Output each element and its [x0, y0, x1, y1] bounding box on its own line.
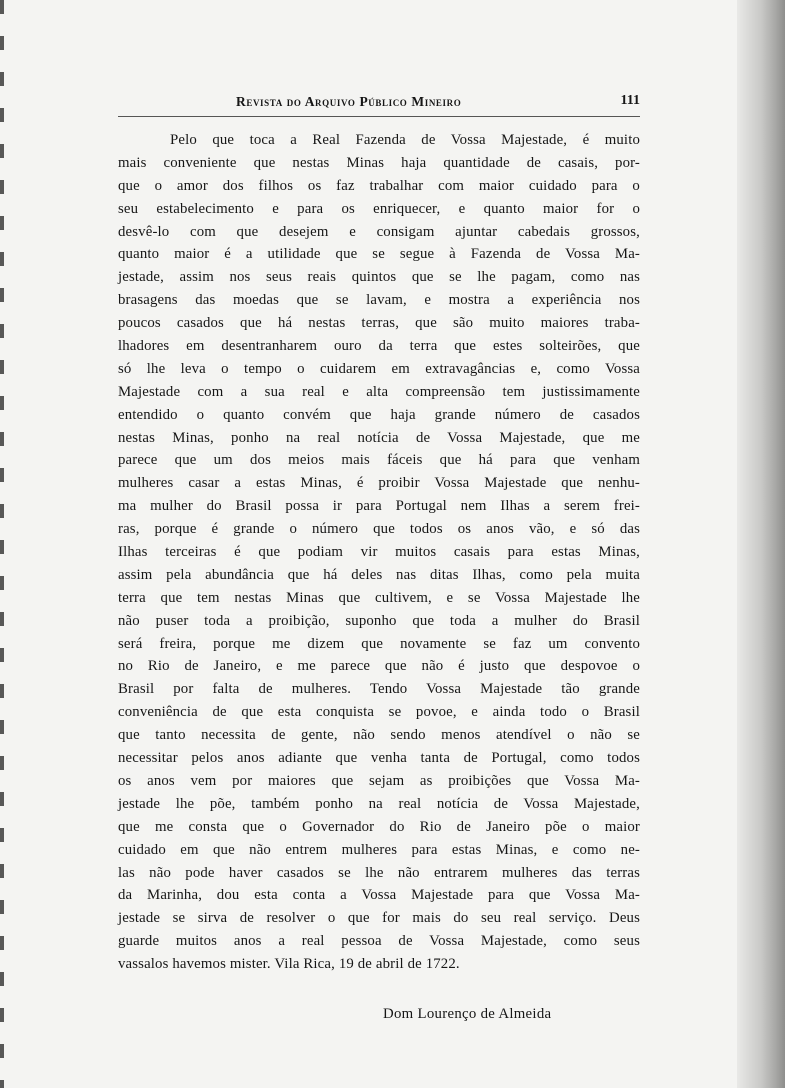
body-line: parece que um dos meios mais fáceis que há para que venham: [118, 452, 640, 469]
page-number: 111: [620, 93, 640, 108]
letter-body: [118, 129, 640, 976]
body-line: entendido o quanto convém que haja grande número de casados: [118, 406, 640, 423]
body-line: quanto maior é a utilidade que se segue à Fazenda de Vossa Ma-: [118, 246, 640, 263]
body-line: desvê-lo com que desejem e consigam ajuntar cabedais grossos,: [118, 223, 640, 240]
body-line: terra que tem nestas Minas que cultivem, e se Vossa Majestade lhe: [118, 589, 640, 606]
body-line: que me consta que o Governador do Rio de Janeiro põe o maior: [118, 818, 640, 835]
body-line: da Marinha, dou esta conta a Vossa Majestade para que Vossa Ma-: [118, 887, 640, 904]
body-line: no Rio de Janeiro, e me parece que não é justo que despovoe o: [118, 658, 640, 675]
body-line: jestade lhe põe, também ponho na real notícia de Vossa Majestade,: [118, 795, 640, 812]
body-line: mais conveniente que nestas Minas haja quantidade de casais, por-: [118, 154, 640, 171]
body-line: Majestade com a sua real e alta compreensão tem justissimamente: [118, 383, 640, 400]
body-line: lhadores em desentranharem ouro da terra que estes solteirões, que: [118, 338, 640, 355]
body-line: las não pode haver casados se lhe não entrarem mulheres das terras: [118, 864, 640, 881]
body-line: que o amor dos filhos os faz trabalhar com maior cuidado para o: [118, 177, 640, 194]
body-line: Brasil por falta de mulheres. Tendo Vossa Majestade tão grande: [118, 681, 640, 698]
body-line: vassalos havemos mister. Vila Rica, 19 de abril de 1722.: [118, 956, 460, 973]
body-line: Pelo que toca a Real Fazenda de Vossa Majestade, é muito: [170, 132, 640, 148]
body-line: que tanto necessita de gente, não sendo menos atendível o não se: [118, 727, 640, 744]
header-rule: [118, 116, 640, 117]
body-line: conveniência de que esta conquista se povoe, e ainda todo o Brasil: [118, 704, 640, 721]
running-title: Revista do Arquivo Público Mineiro: [236, 94, 462, 109]
body-line: necessitar pelos anos adiante que venha tanta de Portugal, como todos: [118, 750, 640, 767]
body-line: só lhe leva o tempo o cuidarem em extravagâncias e, como Vossa: [118, 360, 640, 377]
body-line: poucos casados que há nestas terras, que são muito maiores traba-: [118, 315, 640, 332]
body-line: assim pela abundância que há deles nas ditas Ilhas, como pela muita: [118, 566, 640, 583]
body-line: Ilhas terceiras é que podiam vir muitos casais para estas Minas,: [118, 544, 640, 561]
body-line: jestade, assim nos seus reais quintos que se lhe pagam, como nas: [118, 269, 640, 286]
body-line: não puser toda a proibição, suponho que toda a mulher do Brasil: [118, 612, 640, 629]
body-line: nestas Minas, ponho na real notícia de Vossa Majestade, que me: [118, 429, 640, 446]
page-right-edge-shadow: [737, 0, 785, 1088]
body-line: ras, porque é grande o número que todos os anos vão, e só das: [118, 521, 640, 538]
body-line: cuidado em que não entrem mulheres para estas Minas, e como ne-: [118, 841, 640, 858]
body-line: será freira, porque me dizem que novamente se faz um convento: [118, 635, 640, 652]
body-line: brasagens das moedas que se lavam, e mostra a experiência nos: [118, 292, 640, 309]
body-line: jestade se sirva de resolver o que for mais do seu real serviço. Deus: [118, 910, 640, 927]
body-line: mulheres casar a estas Minas, é proibir Vossa Majestade que nenhu-: [118, 475, 640, 492]
body-line: guarde muitos anos a real pessoa de Vossa Majestade, como seus: [118, 933, 640, 950]
body-line: ma mulher do Brasil possa ir para Portugal nem Ilhas a serem frei-: [118, 498, 640, 515]
signature: Dom Lourenço de Almeida: [383, 1006, 552, 1022]
page-left-edge-shadow: [0, 0, 4, 1088]
body-line: seu estabelecimento e para os enriquecer, e quanto maior for o: [118, 200, 640, 217]
body-line: os anos vem por maiores que sejam as proibições que Vossa Ma-: [118, 772, 640, 789]
